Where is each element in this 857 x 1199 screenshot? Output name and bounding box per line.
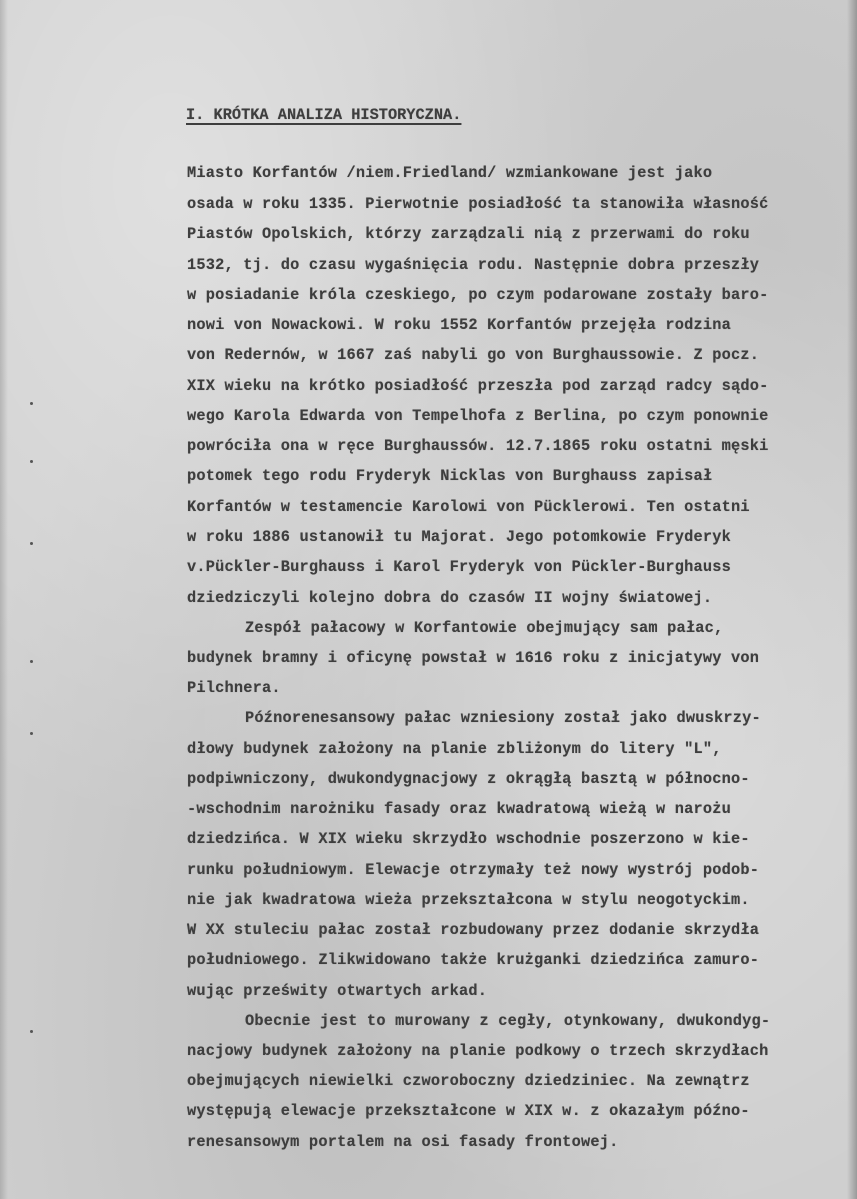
text-line: Piastów Opolskich, którzy zarządzali nią z przerwami do roku [187,225,750,243]
text-line: w roku 1886 ustanowił tu Majorat. Jego potomkowie Fryderyk [187,528,732,546]
text-line: obejmujących niewielki czworoboczny dziedziniec. Na zewnątrz [187,1072,750,1090]
text-line: dziedziczyli kolejno dobra do czasów II wojny światowej. [187,589,713,607]
text-line: Zespół pałacowy w Korfantowie obejmujący sam pałac, [245,619,724,637]
text-line: renesansowym portalem na osi fasady frontowej. [187,1133,619,1151]
text-line: 1532, tj. do czasu wygaśnięcia rodu. Następnie dobra przeszły [187,256,760,274]
text-line: runku południowym. Elewacje otrzymały też nowy wystrój podob- [187,861,760,879]
text-line: budynek bramny i oficynę powstał w 1616 roku z inicjatywy von [187,649,760,667]
text-line: Późnorenesansowy pałac wzniesiony został jako dwuskrzy- [245,709,761,727]
text-line: -wschodnim narożniku fasady oraz kwadratową wieżą w narożu [187,800,732,818]
text-line: dłowy budynek założony na planie zbliżonym do litery "L", [187,740,722,758]
text-line: osada w roku 1335. Pierwotnie posiadłość ta stanowiła własność [187,195,769,213]
text-line: nowi von Nowackowi. W roku 1552 Korfantów przejęła rodzina [187,316,732,334]
text-line: von Redernów, w 1667 zaś nabyli go von Burghaussowie. Z pocz. [187,346,760,364]
text-line: nacjowy budynek założony na planie podkowy o trzech skrzydłach [187,1042,769,1060]
binding-hole-mark [30,660,33,663]
text-line: v.Pückler-Burghauss i Karol Fryderyk von Pückler-Burghauss [187,558,732,576]
page-right-edge-shadow [847,0,857,1199]
section-heading: I. KRÓTKA ANALIZA HISTORYCZNA. [186,106,462,124]
text-line: podpiwniczony, dwukondygnacjowy z okrągłą basztą w północno- [187,770,750,788]
text-line: potomek tego rodu Fryderyk Nicklas von Burghauss zapisał [187,467,713,485]
text-line: Korfantów w testamencie Karolowi von Pücklerowi. Ten ostatni [187,498,750,516]
text-line: Pilchnera. [187,679,281,697]
text-line: w posiadanie króla czeskiego, po czym podarowane zostały baro- [187,286,769,304]
text-line: Miasto Korfantów /niem.Friedland/ wzmiankowane jest jako [187,164,713,182]
text-line: południowego. Zlikwidowano także krużganki dziedzińca zamuro- [187,951,760,969]
text-line: Obecnie jest to murowany z cegły, otynkowany, dwukondyg- [245,1012,771,1030]
text-line: XIX wieku na krótko posiadłość przeszła pod zarząd radcy sądo- [187,377,769,395]
binding-hole-mark [30,732,33,735]
text-line: wego Karola Edwarda von Tempelhofa z Berlina, po czym ponownie [187,407,769,425]
text-line: wując prześwity otwartych arkad. [187,982,488,1000]
text-line: powróciła ona w ręce Burghaussów. 12.7.1865 roku ostatni męski [187,437,769,455]
text-line: występują elewacje przekształcone w XIX w. z okazałym późno- [187,1102,750,1120]
text-line: nie jak kwadratowa wieża przekształcona w stylu neogotyckim. [187,891,750,909]
text-line: dziedzińca. W XIX wieku skrzydło wschodnie poszerzono w kie- [187,830,750,848]
text-line: W XX stuleciu pałac został rozbudowany przez dodanie skrzydła [187,921,760,939]
binding-hole-mark [30,1030,33,1033]
